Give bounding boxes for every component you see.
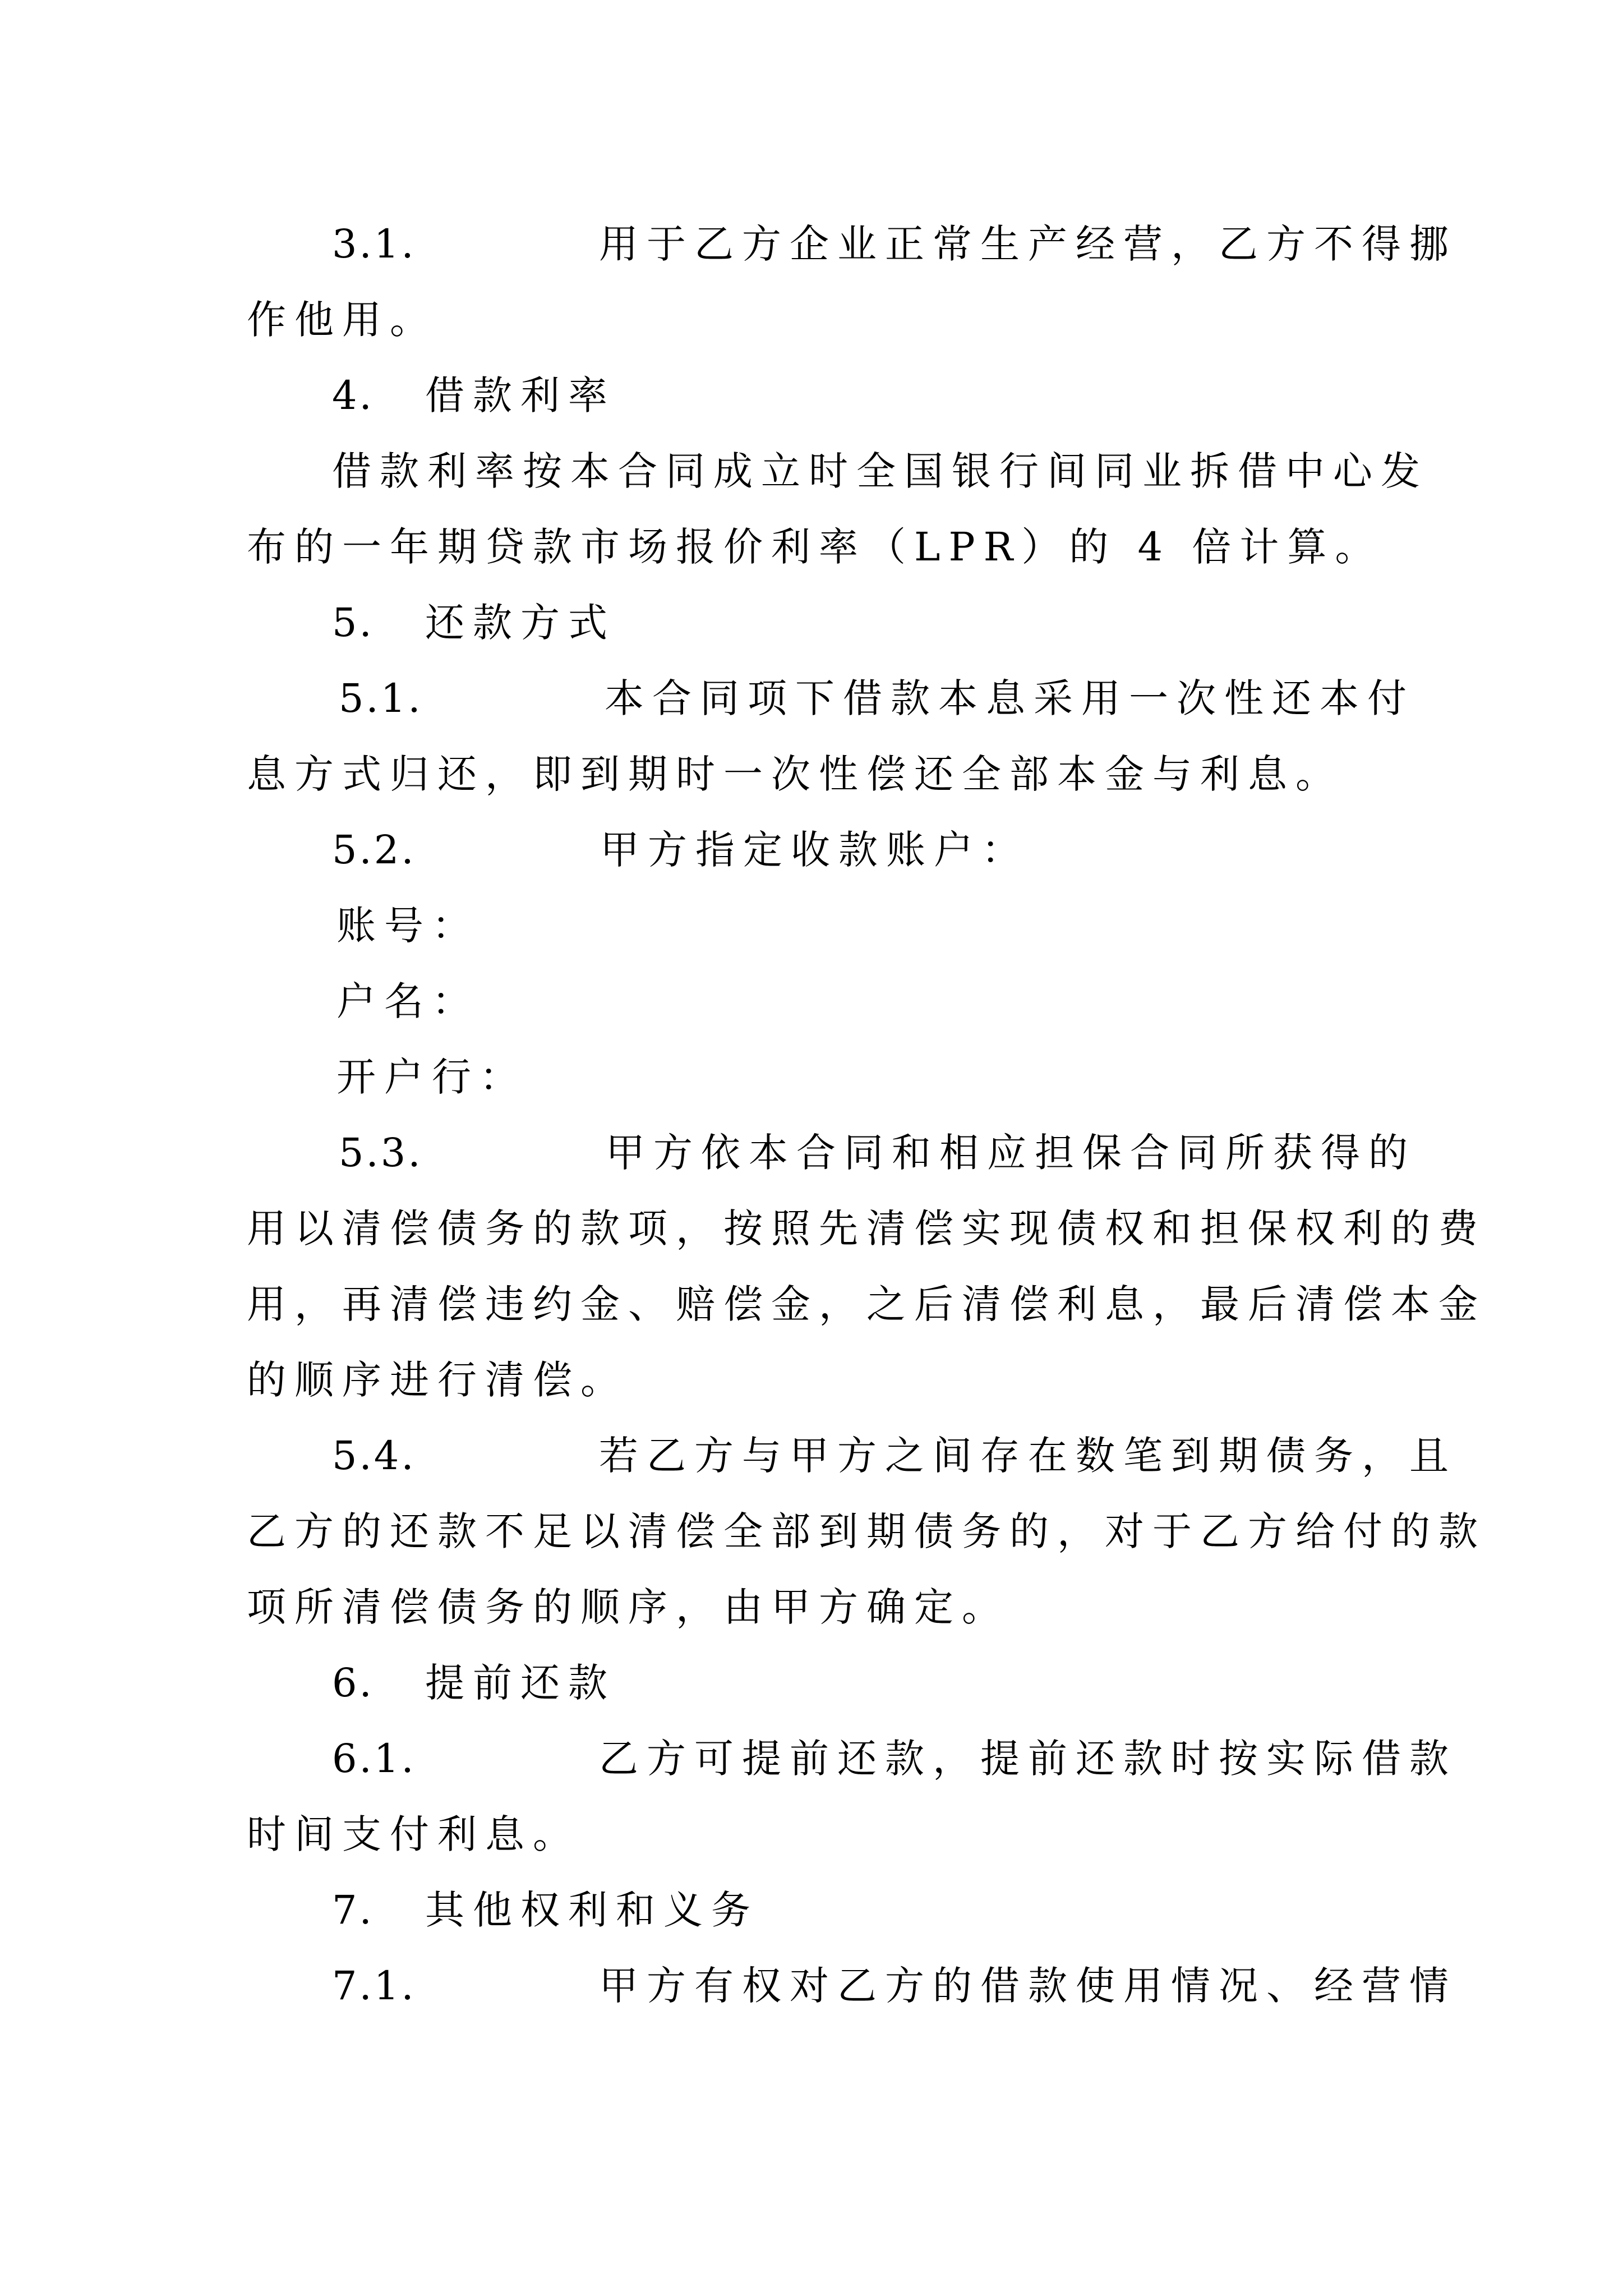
clause-5-4-text: 若乙方与甲方之间存在数笔到期债务，且 <box>599 1433 1457 1479</box>
clause-7-1-number: 7.1. <box>332 1963 416 2009</box>
clause-5-3-text-cont-2: 用，再清偿违约金、赔偿金，之后清偿利息，最后清偿本金 <box>247 1281 1486 1327</box>
clause-5-4-text-cont-1: 乙方的还款不足以清偿全部到期债务的，对于乙方给付的款 <box>247 1508 1486 1554</box>
clause-3-1-text-cont: 作他用。 <box>247 297 437 343</box>
clause-5-3-text: 甲方依本合同和相应担保合同所获得的 <box>606 1130 1416 1176</box>
account-name-label: 户名： <box>336 978 479 1024</box>
account-number-label: 账号： <box>336 903 479 949</box>
account-bank-label: 开户行： <box>336 1054 527 1100</box>
section-4-number: 4. <box>332 372 374 418</box>
section-5-title: 还款方式 <box>425 600 616 646</box>
clause-5-3-text-cont-1: 用以清偿债务的款项，按照先清偿实现债权和担保权利的费 <box>247 1205 1486 1251</box>
clause-7-1-text: 甲方有权对乙方的借款使用情况、经营情 <box>599 1963 1457 2009</box>
clause-3-1-number: 3.1. <box>332 221 416 267</box>
clause-6-1-text: 乙方可提前还款，提前还款时按实际借款 <box>599 1736 1457 1782</box>
clause-5-1-number: 5.1. <box>339 675 423 721</box>
clause-6-1-text-cont: 时间支付利息。 <box>247 1811 580 1857</box>
section-6-title: 提前还款 <box>425 1660 616 1706</box>
section-7-title: 其他权利和义务 <box>425 1887 759 1933</box>
section-5-number: 5. <box>332 600 374 646</box>
section-4-paragraph-cont: 布的一年期贷款市场报价利率（LPR）的 4 倍计算。 <box>247 524 1383 570</box>
clause-5-4-text-cont-2: 项所清偿债务的顺序，由甲方确定。 <box>247 1584 1009 1630</box>
clause-5-3-number: 5.3. <box>339 1130 423 1176</box>
section-4-title: 借款利率 <box>425 372 616 418</box>
section-7-number: 7. <box>332 1887 374 1933</box>
section-4-paragraph: 借款利率按本合同成立时全国银行间同业拆借中心发 <box>332 448 1428 494</box>
clause-5-4-number: 5.4. <box>332 1433 416 1479</box>
clause-5-3-text-cont-3: 的顺序进行清偿。 <box>247 1357 628 1403</box>
clause-3-1-text: 用于乙方企业正常生产经营，乙方不得挪 <box>599 221 1457 267</box>
section-6-number: 6. <box>332 1660 374 1706</box>
clause-5-2-text: 甲方指定收款账户： <box>600 827 1029 873</box>
clause-5-2-number: 5.2. <box>332 827 416 873</box>
clause-5-1-text-cont: 息方式归还，即到期时一次性偿还全部本金与利息。 <box>247 751 1343 797</box>
clause-5-1-text: 本合同项下借款本息采用一次性还本付 <box>605 675 1415 721</box>
clause-6-1-number: 6.1. <box>332 1736 416 1782</box>
